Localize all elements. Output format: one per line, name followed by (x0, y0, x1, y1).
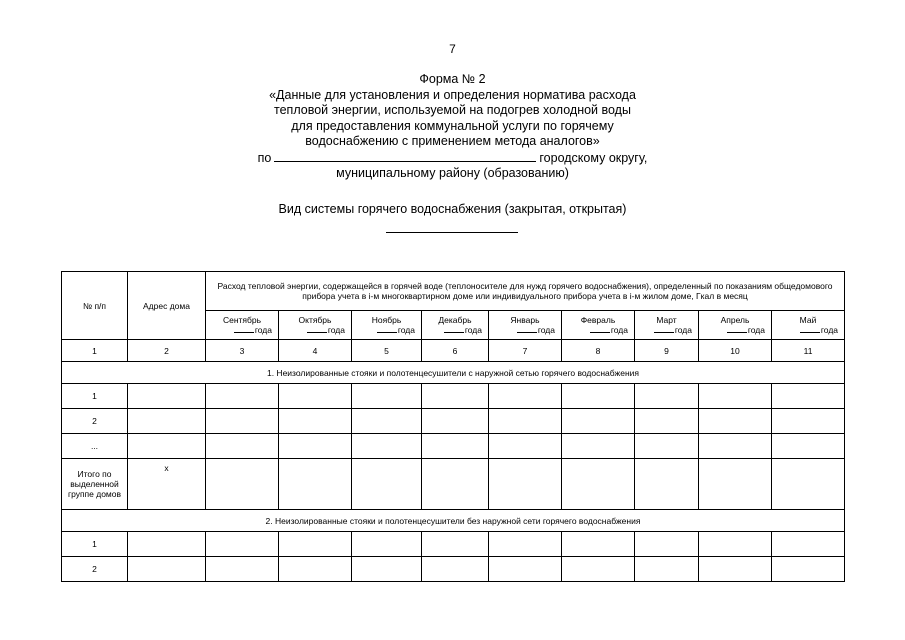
month-label: Февраль (580, 315, 616, 325)
table-cell[interactable] (128, 409, 206, 434)
month-label: Октябрь (298, 315, 332, 325)
year-word: года (674, 325, 692, 335)
year-blank-field[interactable] (444, 325, 464, 333)
year-word: года (747, 325, 765, 335)
month-header (489, 311, 562, 340)
table-cell[interactable] (635, 557, 699, 582)
table-row (62, 434, 845, 459)
table-row (62, 409, 845, 434)
section-2-title: 2. Неизолированные стояки и полотенцесушители без наружной сети горячего водоснабжения (62, 510, 845, 532)
table-cell[interactable] (206, 409, 279, 434)
table-cell[interactable] (279, 459, 352, 510)
table-cell[interactable] (562, 434, 635, 459)
column-number: 10 (699, 340, 772, 362)
table-cell[interactable] (635, 409, 699, 434)
header-group: Расход тепловой энергии, содержащейся в горячей воде (теплоносителе для нужд горячего водоснабжения), определенный по показаниям общедомового прибора учета в i-м многоквартирном доме или индивидуального прибора учета в i-м жилом доме, Гкал в месяц (206, 272, 845, 311)
header-num: № п/п (62, 272, 128, 340)
month-header (635, 311, 699, 340)
table-cell[interactable] (562, 384, 635, 409)
month-header (352, 311, 422, 340)
year-blank-field[interactable] (377, 325, 397, 333)
table-cell[interactable] (699, 532, 772, 557)
table-cell[interactable] (128, 532, 206, 557)
year-blank-field[interactable] (234, 325, 254, 333)
system-type-blank-field[interactable] (386, 232, 518, 233)
table-cell[interactable] (128, 434, 206, 459)
table-row (62, 384, 845, 409)
table-cell[interactable] (352, 384, 422, 409)
table-cell[interactable] (279, 384, 352, 409)
month-year (491, 325, 559, 335)
table-cell[interactable] (422, 557, 489, 582)
total-row (62, 459, 845, 510)
table-cell[interactable] (206, 532, 279, 557)
month-year (208, 325, 276, 335)
month-label: Май (799, 315, 817, 325)
column-number: 3 (206, 340, 279, 362)
month-header (422, 311, 489, 340)
month-year (354, 325, 419, 335)
table-cell[interactable] (562, 532, 635, 557)
table-cell[interactable] (422, 532, 489, 557)
month-year (701, 325, 769, 335)
column-number: 1 (62, 340, 128, 362)
form-title: Форма № 2 (419, 72, 486, 86)
system-type-label: Вид системы горячего водоснабжения (закрытая, открытая) (278, 202, 627, 216)
year-word: года (610, 325, 628, 335)
month-header (562, 311, 635, 340)
row-number: ... (62, 434, 128, 459)
table-cell[interactable] (206, 434, 279, 459)
header-address: Адрес дома (128, 272, 206, 340)
table-cell[interactable] (489, 532, 562, 557)
table-row (62, 532, 845, 557)
form-subtitle-line-3: для предоставления коммунальной услуги по горячему (291, 118, 614, 133)
row-number: 1 (62, 384, 128, 409)
month-year (774, 325, 842, 335)
table-row (62, 557, 845, 582)
year-word: года (254, 325, 272, 335)
district-blank-field[interactable] (274, 150, 536, 162)
year-word: года (820, 325, 839, 335)
table-cell[interactable] (562, 409, 635, 434)
table-cell[interactable] (352, 434, 422, 459)
month-year (281, 325, 349, 335)
table-cell[interactable] (562, 557, 635, 582)
table-cell[interactable] (772, 459, 845, 510)
table-cell[interactable] (422, 459, 489, 510)
table-cell[interactable] (635, 459, 699, 510)
table-cell[interactable] (422, 409, 489, 434)
form-header (190, 72, 715, 182)
table-cell[interactable] (206, 384, 279, 409)
table-cell[interactable] (206, 557, 279, 582)
year-blank-field[interactable] (590, 325, 610, 333)
month-label: Сентябрь (222, 315, 262, 325)
table-cell[interactable] (772, 532, 845, 557)
total-mark: х (128, 459, 206, 510)
table-cell[interactable] (489, 557, 562, 582)
table-cell[interactable] (699, 557, 772, 582)
month-header (279, 311, 352, 340)
table-cell[interactable] (279, 409, 352, 434)
month-header (206, 311, 279, 340)
table-cell[interactable] (489, 459, 562, 510)
table-cell[interactable] (635, 384, 699, 409)
year-blank-field[interactable] (654, 325, 674, 333)
row-number: 1 (62, 532, 128, 557)
table-cell[interactable] (206, 459, 279, 510)
year-blank-field[interactable] (517, 325, 537, 333)
table-cell[interactable] (562, 459, 635, 510)
table-cell[interactable] (699, 434, 772, 459)
table-cell[interactable] (128, 557, 206, 582)
column-number: 2 (128, 340, 206, 362)
table-cell[interactable] (772, 384, 845, 409)
district-prefix: по (257, 150, 272, 165)
table-cell[interactable] (352, 409, 422, 434)
month-year (637, 325, 696, 335)
form-subtitle-line-2: тепловой энергии, используемой на подогрев холодной воды (274, 103, 631, 117)
month-label: Декабрь (438, 315, 472, 325)
table-cell[interactable] (699, 459, 772, 510)
table-cell[interactable] (422, 434, 489, 459)
table-cell[interactable] (352, 557, 422, 582)
year-blank-field[interactable] (800, 325, 820, 333)
month-label: Апрель (720, 315, 750, 325)
district-line (190, 150, 715, 167)
row-number: 2 (62, 409, 128, 434)
table-cell[interactable] (489, 384, 562, 409)
column-number: 9 (635, 340, 699, 362)
form-subtitle-line-4: водоснабжению с применением метода аналогов» (305, 134, 600, 148)
month-label: Январь (510, 315, 540, 325)
table-cell[interactable] (772, 409, 845, 434)
table-cell[interactable] (772, 434, 845, 459)
column-number: 8 (562, 340, 635, 362)
column-number: 11 (772, 340, 845, 362)
year-word: года (327, 325, 345, 335)
year-word: года (464, 325, 482, 335)
month-year (424, 325, 486, 335)
total-label: Итого по выделенной группе домов (62, 459, 128, 510)
column-number: 7 (489, 340, 562, 362)
district-line-2: муниципальному району (образованию) (336, 166, 569, 180)
year-word: года (397, 325, 415, 335)
table-cell[interactable] (352, 459, 422, 510)
table-cell[interactable] (635, 434, 699, 459)
section-1-title: 1. Неизолированные стояки и полотенцесушители с наружной сетью горячего водоснабжения (62, 362, 845, 384)
month-header (699, 311, 772, 340)
column-number: 6 (422, 340, 489, 362)
month-header (772, 311, 845, 340)
month-year (564, 325, 632, 335)
table-cell[interactable] (699, 384, 772, 409)
column-number: 4 (279, 340, 352, 362)
table-cell[interactable] (772, 557, 845, 582)
month-label: Март (656, 315, 677, 325)
form-subtitle-line-1: «Данные для установления и определения норматива расхода (269, 87, 636, 102)
table-cell[interactable] (279, 532, 352, 557)
page-number: 7 (449, 42, 456, 56)
year-word: года (537, 325, 555, 335)
table-cell[interactable] (279, 434, 352, 459)
table-cell[interactable] (128, 384, 206, 409)
table-cell[interactable] (699, 409, 772, 434)
row-number: 2 (62, 557, 128, 582)
table-cell[interactable] (352, 532, 422, 557)
table-cell[interactable] (422, 384, 489, 409)
table-cell[interactable] (279, 557, 352, 582)
data-table (61, 271, 845, 582)
table-cell[interactable] (635, 532, 699, 557)
district-suffix: городскому округу, (539, 150, 648, 165)
year-blank-field[interactable] (727, 325, 747, 333)
table-cell[interactable] (489, 409, 562, 434)
column-number: 5 (352, 340, 422, 362)
month-label: Ноябрь (371, 315, 402, 325)
table-cell[interactable] (489, 434, 562, 459)
year-blank-field[interactable] (307, 325, 327, 333)
